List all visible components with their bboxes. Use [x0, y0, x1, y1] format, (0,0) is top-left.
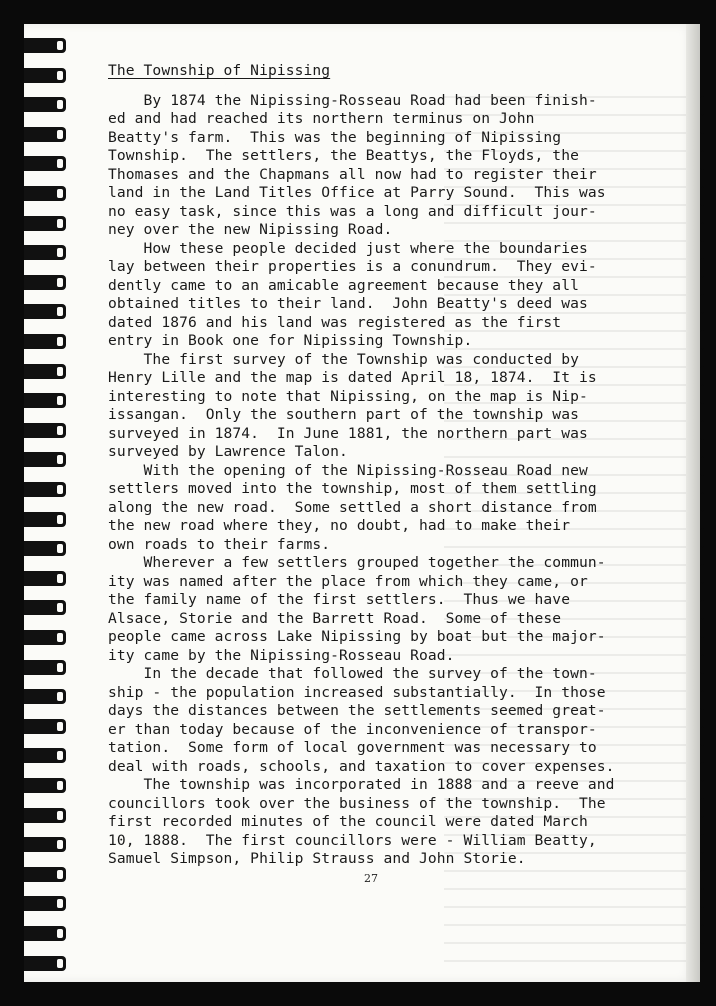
binding-ring	[24, 393, 66, 408]
text-line: no easy task, since this was a long and difficult jour-	[108, 202, 597, 220]
text-line: land in the Land Titles Office at Parry Sound. This was	[108, 184, 606, 201]
binding-ring	[24, 571, 66, 586]
text-line: deal with roads, schools, and taxation to cover expenses.	[108, 757, 615, 775]
text-line: interesting to note that Nipissing, on the map is Nip-	[108, 387, 588, 405]
binding-ring	[24, 808, 66, 823]
text-line: people came across Lake Nipissing by boat but the major-	[108, 628, 606, 645]
binding-ring	[24, 867, 66, 882]
binding-ring	[24, 304, 66, 319]
text-line: The township was incorporated in 1888 and a reeve and	[108, 776, 615, 793]
text-line: er than today because of the inconvenience of transpor-	[108, 720, 597, 738]
paragraph-text	[108, 92, 648, 869]
text-line: Alsace, Storie and the Barrett Road. Some of these	[108, 609, 562, 627]
text-line: Samuel Simpson, Philip Strauss and John Storie.	[108, 850, 526, 867]
text-line: 10, 1888. The first councillors were - William Beatty,	[108, 831, 597, 849]
binding-ring	[24, 926, 66, 941]
binding-ring	[24, 748, 66, 763]
text-line: Wherever a few settlers grouped together the commun-	[108, 554, 606, 571]
text-line: obtained titles to their land. John Beatty's deed was	[108, 295, 588, 312]
text-line: dated 1876 and his land was registered as the first	[108, 313, 562, 331]
text-line: Beatty's farm. This was the beginning of Nipissing	[108, 128, 562, 146]
text-line: tation. Some form of local government was necessary to	[108, 739, 597, 756]
binding-ring	[24, 68, 66, 83]
binding-ring	[24, 334, 66, 349]
binding-ring	[24, 216, 66, 231]
binding-ring	[24, 423, 66, 438]
binding-ring	[24, 600, 66, 615]
text-line: ney over the new Nipissing Road.	[108, 221, 393, 238]
binding-ring	[24, 689, 66, 704]
binding-ring	[24, 275, 66, 290]
text-line: first recorded minutes of the council were dated March	[108, 813, 588, 830]
binding-ring	[24, 630, 66, 645]
text-line: ity came by the Nipissing-Rosseau Road.	[108, 646, 455, 664]
document-body	[108, 62, 648, 869]
text-line: councillors took over the business of the township. The	[108, 794, 606, 812]
binding-ring	[24, 956, 66, 971]
text-line: surveyed in 1874. In June 1881, the northern part was	[108, 424, 588, 442]
text-line: entry in Book one for Nipissing Township.	[108, 332, 473, 349]
binding-ring	[24, 512, 66, 527]
text-line: surveyed by Lawrence Talon.	[108, 443, 348, 460]
text-line: The first survey of the Township was conducted by	[108, 350, 579, 368]
text-line: In the decade that followed the survey of the town-	[108, 665, 597, 682]
text-line: ed and had reached its northern terminus on John	[108, 110, 535, 127]
binding-ring	[24, 541, 66, 556]
page-number: 27	[364, 872, 378, 885]
text-line: along the new road. Some settled a short distance from	[108, 498, 597, 516]
binding-ring	[24, 97, 66, 112]
binding-ring	[24, 186, 66, 201]
text-line: issangan. Only the southern part of the township was	[108, 406, 579, 423]
page-edge-shadow	[686, 24, 700, 982]
binding-ring	[24, 896, 66, 911]
text-line: dently came to an amicable agreement because they all	[108, 276, 579, 294]
binding-ring	[24, 719, 66, 734]
text-line: the family name of the first settlers. Thus we have	[108, 591, 571, 608]
binding-ring	[24, 127, 66, 142]
binding-ring	[24, 245, 66, 260]
text-line: How these people decided just where the boundaries	[108, 239, 588, 257]
page-title: The Township of Nipissing	[108, 62, 331, 79]
text-line: With the opening of the Nipissing-Rosseau Road new	[108, 461, 588, 479]
binding-ring	[24, 778, 66, 793]
text-line: ship - the population increased substantially. In those	[108, 683, 606, 701]
binding-ring	[24, 660, 66, 675]
binding-ring	[24, 482, 66, 497]
text-line: days the distances between the settlements seemed great-	[108, 702, 606, 719]
text-line: settlers moved into the township, most of them settling	[108, 480, 597, 497]
text-line: own roads to their farms.	[108, 535, 331, 553]
spiral-binding	[24, 24, 68, 982]
text-line: Henry Lille and the map is dated April 18, 1874. It is	[108, 369, 597, 386]
binding-ring	[24, 452, 66, 467]
binding-ring	[24, 364, 66, 379]
text-line: lay between their properties is a conundrum. They evi-	[108, 258, 597, 275]
text-line: the new road where they, no doubt, had to make their	[108, 517, 571, 534]
text-line: Thomases and the Chapmans all now had to register their	[108, 165, 597, 183]
binding-ring	[24, 38, 66, 53]
text-line: By 1874 the Nipissing-Rosseau Road had been finish-	[108, 91, 597, 109]
text-line: Township. The settlers, the Beattys, the Floyds, the	[108, 147, 579, 164]
text-line: ity was named after the place from which they came, or	[108, 572, 588, 590]
binding-ring	[24, 156, 66, 171]
binding-ring	[24, 837, 66, 852]
